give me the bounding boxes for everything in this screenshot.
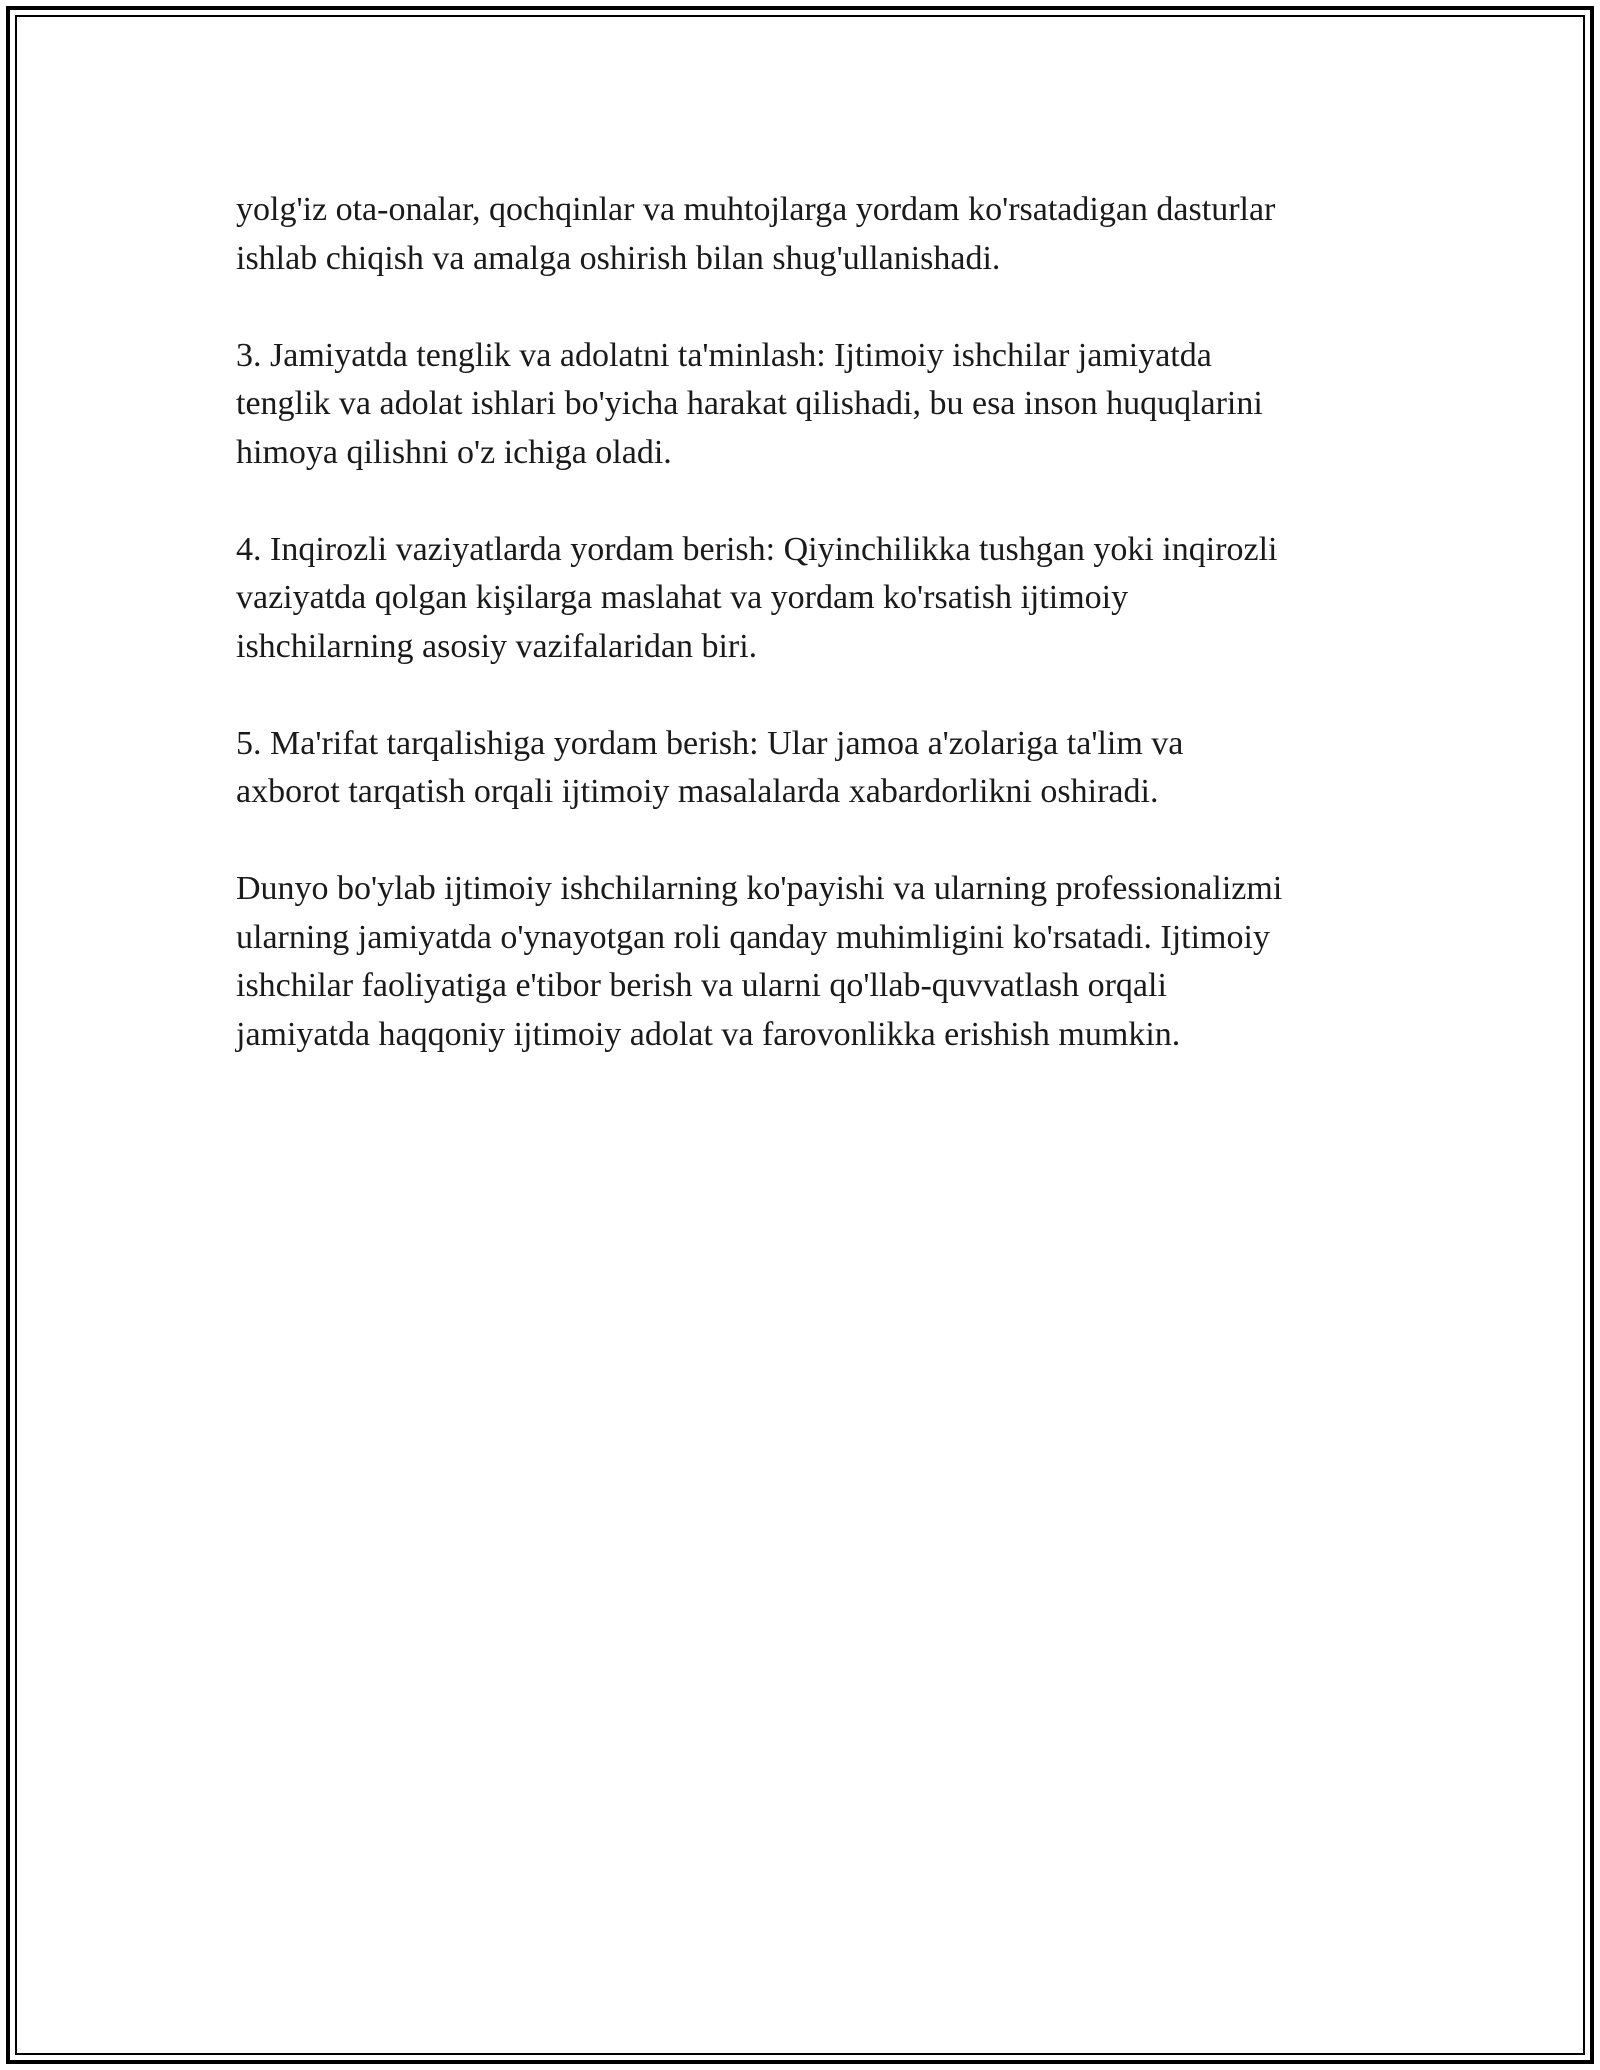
paragraph-conclusion: Dunyo bo'ylab ijtimoiy ishchilarning ko'payishi va ularning professionalizmi ularning jamiyatda o'ynayotgan roli qanday muhimligini ko'rsatadi. Ijtimoiy ishchilar faoliyatiga e'tibor berish va ularni qo'llab-quvvatlash orqali jamiyatda haqqoniy ijtimoiy adolat va farovonlikka erishish mumkin. — [236, 870, 1283, 1053]
document-body — [236, 186, 1416, 1108]
paragraph-item-4: 4. Inqirozli vaziyatlarda yordam berish: Qiyinchilikka tushgan yoki inqirozli vaziyatda qolgan kişilarga maslahat va yordam ko'rsatish ijtimoiy ishchilarning asosiy vazifalaridan biri. — [236, 530, 1278, 665]
paragraph-item-5: 5. Ma'rifat tarqalishiga yordam berish: Ular jamoa a'zolariga ta'lim va axborot tarqatish orqali ijtimoiy masalalarda xabardorlikni oshiradi. — [236, 724, 1184, 810]
paragraph-item-3: 3. Jamiyatda tenglik va adolatni ta'minlash: Ijtimoiy ishchilar jamiyatda tenglik va adolat ishlari bo'yicha harakat qilishadi, bu esa inson huquqlarini himoya qilishni o'z ichiga oladi. — [236, 336, 1263, 471]
paragraph-continuation: yolg'iz ota-onalar, qochqinlar va muhtojlarga yordam ko'rsatadigan dasturlar ishlab chiqish va amalga oshirish bilan shug'ullanishadi. — [236, 191, 1276, 277]
